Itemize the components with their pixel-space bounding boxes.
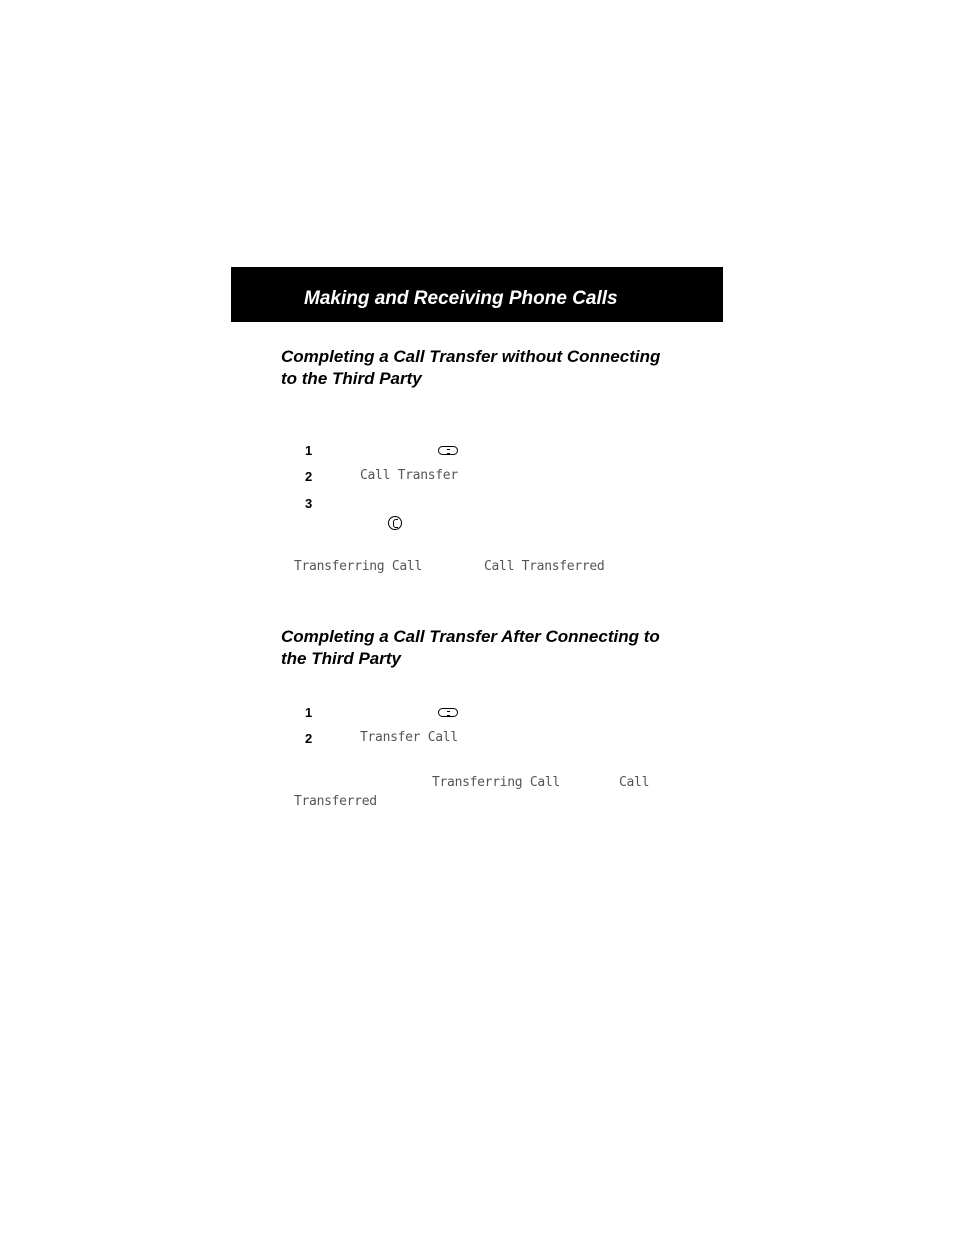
- menu-key-icon: [438, 708, 458, 717]
- step-number: 2: [305, 469, 313, 484]
- section-header-bar: [231, 267, 723, 322]
- display-text-call: Call: [619, 775, 650, 790]
- menu-item-transfer-call: Transfer Call: [360, 730, 458, 745]
- section-heading-transfer-after-connecting: Completing a Call Transfer After Connecting to the Third Party: [281, 627, 660, 668]
- send-key-icon: [388, 516, 402, 530]
- display-text-transferring-call: Transferring Call: [294, 559, 422, 574]
- display-text-transferred: Transferred: [294, 794, 377, 809]
- display-text-transferring-call: Transferring Call: [432, 775, 560, 790]
- step-number: 2: [305, 731, 313, 746]
- menu-key-icon: [438, 446, 458, 455]
- step-number: 1: [305, 705, 313, 720]
- menu-item-call-transfer: Call Transfer: [360, 468, 458, 483]
- step-number: 1: [305, 443, 313, 458]
- display-text-call-transferred: Call Transferred: [484, 559, 605, 574]
- section-heading-transfer-without-connecting: Completing a Call Transfer without Connecting to the Third Party: [281, 347, 661, 388]
- step-number: 3: [305, 496, 313, 511]
- page-title: Making and Receiving Phone Calls: [304, 288, 618, 309]
